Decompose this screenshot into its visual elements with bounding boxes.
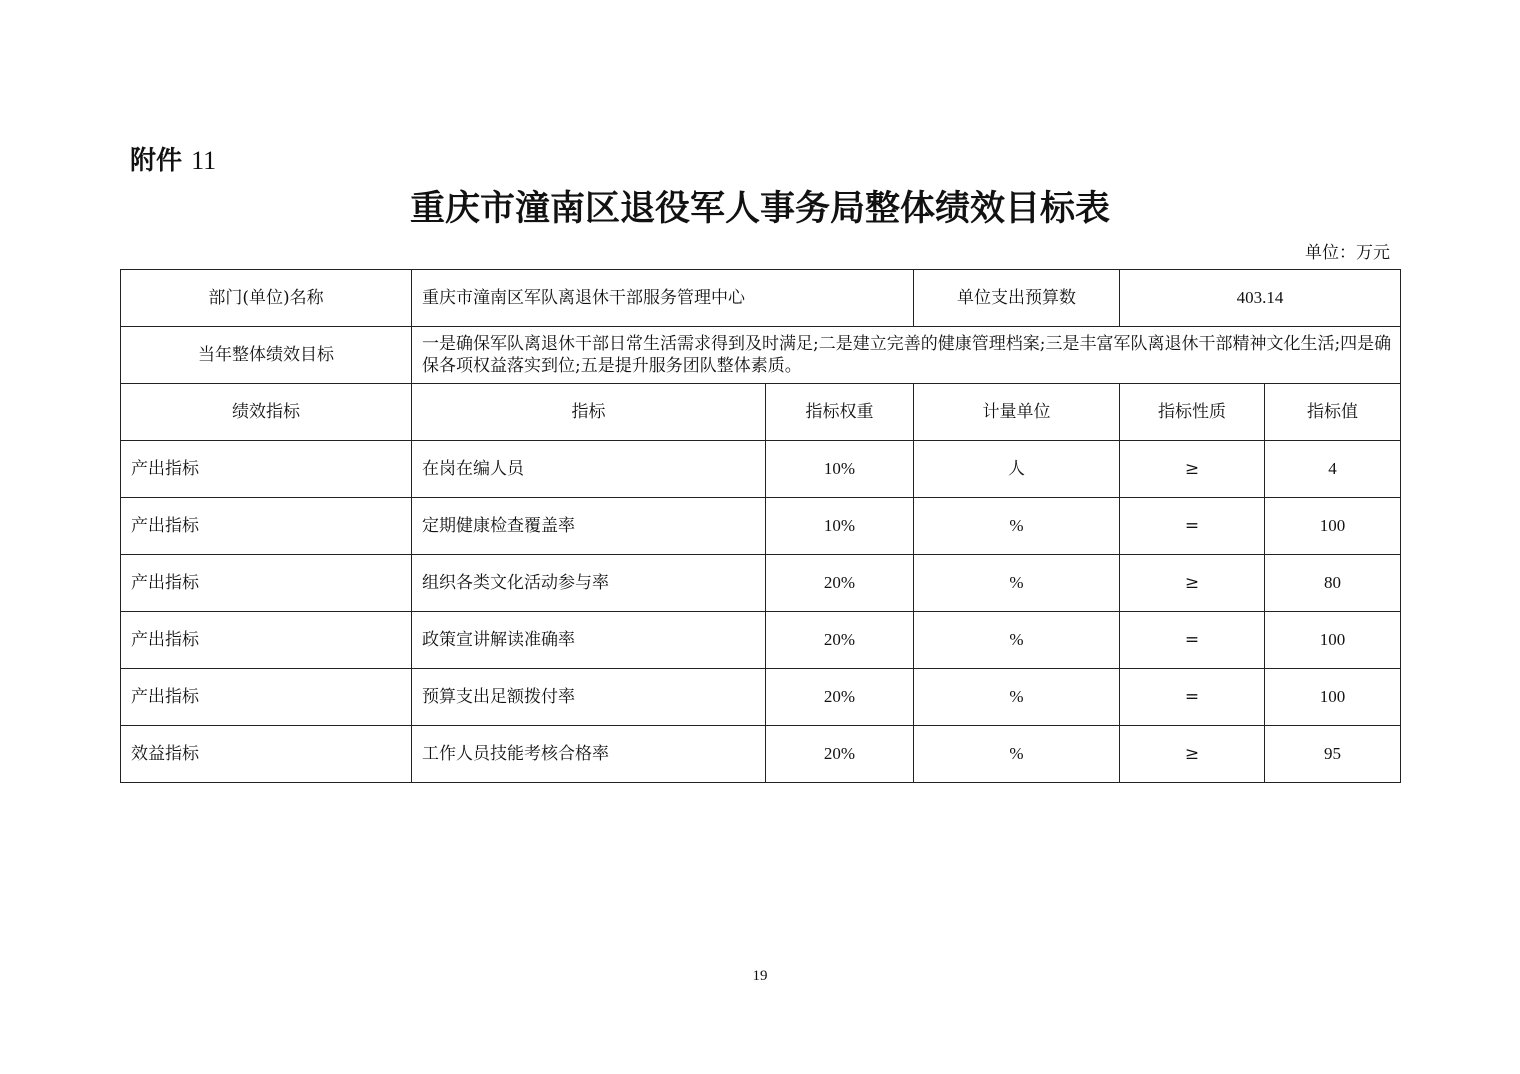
dept-value-cell: 重庆市潼南区军队离退休干部服务管理中心 — [412, 270, 914, 327]
value-cell: 100 — [1265, 498, 1401, 555]
weight-cell: 20% — [766, 726, 914, 783]
attachment-label — [130, 144, 216, 178]
indicator-cell: 预算支出足额拨付率 — [412, 669, 766, 726]
column-header: 指标 — [412, 384, 766, 441]
indicator-cell: 工作人员技能考核合格率 — [412, 726, 766, 783]
value-cell: 4 — [1265, 441, 1401, 498]
unit-cell: % — [914, 669, 1120, 726]
table-row — [121, 612, 1401, 669]
table-row — [121, 498, 1401, 555]
value-cell: 95 — [1265, 726, 1401, 783]
column-header: 指标权重 — [766, 384, 914, 441]
column-header: 绩效指标 — [121, 384, 412, 441]
category-cell: 产出指标 — [121, 498, 412, 555]
column-header: 指标性质 — [1120, 384, 1265, 441]
table-row — [121, 555, 1401, 612]
budget-label-cell: 单位支出预算数 — [914, 270, 1120, 327]
weight-cell: 20% — [766, 555, 914, 612]
column-header: 指标值 — [1265, 384, 1401, 441]
category-cell: 产出指标 — [121, 441, 412, 498]
goal-text-cell: 一是确保军队离退休干部日常生活需求得到及时满足;二是建立完善的健康管理档案;三是丰富军队离退休干部精神文化生活;四是确保各项权益落实到位;五是提升服务团队整体素质。 — [412, 327, 1401, 384]
value-cell: 100 — [1265, 669, 1401, 726]
weight-cell: 10% — [766, 441, 914, 498]
value-cell: 100 — [1265, 612, 1401, 669]
page-number: 19 — [752, 968, 768, 984]
category-cell: 产出指标 — [121, 612, 412, 669]
table-row — [121, 669, 1401, 726]
goal-label-cell: 当年整体绩效目标 — [121, 327, 412, 384]
unit-cell: 人 — [914, 441, 1120, 498]
attachment-number: 11 — [191, 146, 217, 175]
nature-cell: ≥ — [1120, 441, 1265, 498]
table-row — [121, 441, 1401, 498]
indicator-cell: 政策宣讲解读准确率 — [412, 612, 766, 669]
category-cell: 效益指标 — [121, 726, 412, 783]
weight-cell: 10% — [766, 498, 914, 555]
column-header: 计量单位 — [914, 384, 1120, 441]
nature-cell: = — [1120, 612, 1265, 669]
budget-value-cell: 403.14 — [1120, 270, 1401, 327]
indicator-cell: 在岗在编人员 — [412, 441, 766, 498]
unit-label: 单位：万元 — [1305, 243, 1390, 263]
indicator-cell: 组织各类文化活动参与率 — [412, 555, 766, 612]
category-cell: 产出指标 — [121, 555, 412, 612]
weight-cell: 20% — [766, 669, 914, 726]
nature-cell: ≥ — [1120, 555, 1265, 612]
table-row — [121, 726, 1401, 783]
nature-cell: = — [1120, 498, 1265, 555]
goal-row — [121, 327, 1401, 384]
nature-cell: ≥ — [1120, 726, 1265, 783]
value-cell: 80 — [1265, 555, 1401, 612]
unit-cell: % — [914, 555, 1120, 612]
indicator-cell: 定期健康检查覆盖率 — [412, 498, 766, 555]
header-row — [121, 384, 1401, 441]
page-title: 重庆市潼南区退役军人事务局整体绩效目标表 — [409, 188, 1110, 229]
nature-cell: = — [1120, 669, 1265, 726]
dept-row — [121, 270, 1401, 327]
unit-cell: % — [914, 498, 1120, 555]
performance-table — [120, 269, 1401, 783]
unit-cell: % — [914, 726, 1120, 783]
unit-cell: % — [914, 612, 1120, 669]
category-cell: 产出指标 — [121, 669, 412, 726]
dept-label-cell: 部门(单位)名称 — [121, 270, 412, 327]
attachment-text: 附件 — [130, 146, 183, 176]
weight-cell: 20% — [766, 612, 914, 669]
